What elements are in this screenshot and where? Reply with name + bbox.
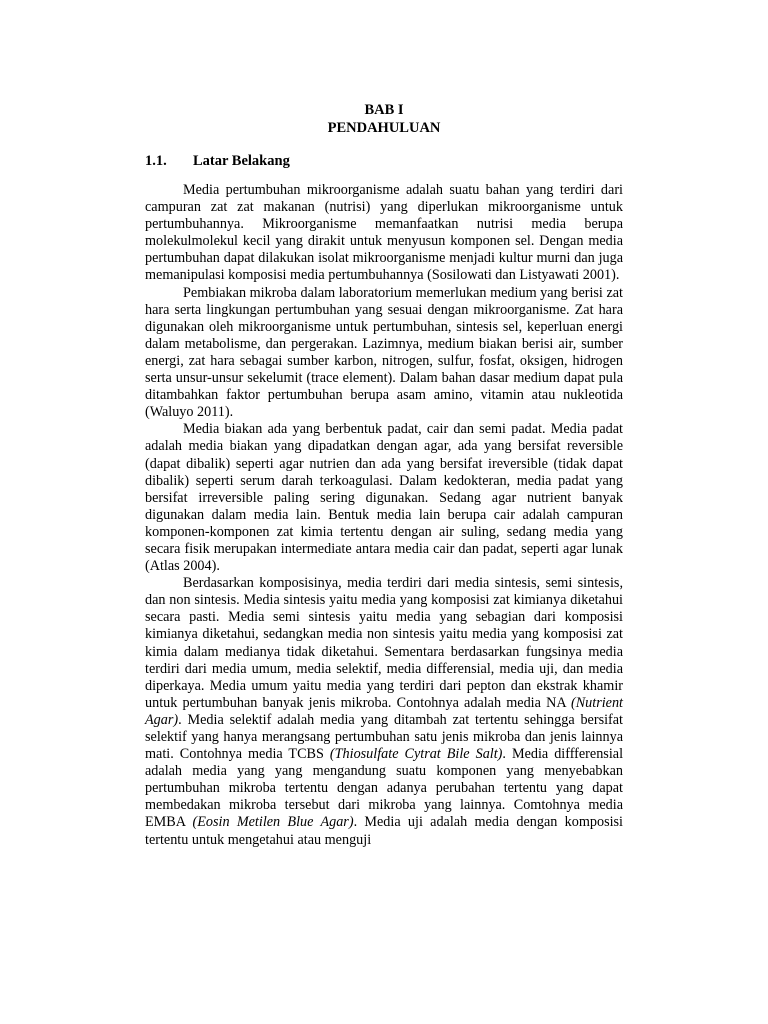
- text-run: . Media uji adalah media dengan komposisi tertentu untuk mengetahui atau menguji: [145, 814, 624, 848]
- paragraph: Pembiakan mikroba dalam laboratorium memerlukan medium yang berisi zat hara serta lingkungan pertumbuhan yang sesuai dengan mikroorganisme. Zat hara digunakan oleh mikroorganisme untuk pertumbuhan, sintesis sel, keperluan energi dalam metabolisme, dan pergerakan. Lazimnya, medium biakan berisi air, sumber energi, zat hara sebagai sumber karbon, nitrogen, sulfur, fosfat, oksigen, hidrogen serta unsur-unsur sekelumit (trace element). Dalam bahan dasar medium dapat pula ditambahkan faktor pertumbuhan berupa asam amino, vitamin atau nukleotida (Waluyo 2011).: [145, 284, 623, 421]
- text-run: . Media selektif adalah media yang ditambah zat tertentu sehingga bersifat selektif yang hanya merangsang pertumbuhan satu jenis mikroba dan jenis lainnya mati. Contohnya media TCBS: [145, 711, 623, 763]
- paragraph: Media biakan ada yang berbentuk padat, cair dan semi padat. Media padat adalah media biakan yang dipadatkan dengan agar, ada yang bersifat reversible (dapat dibalik) seperti agar nutrien dan ada yang bersifat ireversible (tidak dapat dibalik) seperti serum darah terkoagulasi. Dalam kedokteran, media padat yang bersifat irreversible paling sering digunakan. Sedang agar nutrient banyak digunakan dalam media lain. Bentuk media lain berupa cair adalah campuran komponen-komponen zat kimia tertentu dengan air suling, sedang media yang secara fisik merupakan intermediate antara media cair dan padat, seperti agar lunak (Atlas 2004).: [145, 421, 623, 575]
- chapter-heading: [0, 101, 768, 137]
- italic-term: (Eosin Metilen Blue Agar): [192, 814, 354, 831]
- italic-term: (Thiosulfate Cytrat Bile Salt): [329, 746, 503, 763]
- paragraph: Media pertumbuhan mikroorganisme adalah suatu bahan yang terdiri dari campuran zat zat makanan (nutrisi) yang diperlukan mikroorganisme untuk pertumbuhannya. Mikroorganisme memanfaatkan nutrisi media berupa molekulmolekul kecil yang dirakit untuk menyusun komponen sel. Dengan media pertumbuhan dapat dilakukan isolat mikroorganisme menjadi kultur murni dan juga memanipulasi komposisi media pertumbuhannya (Sosilowati dan Listyawati 2001).: [145, 182, 623, 284]
- italic-term: (Nutrient Agar): [145, 694, 623, 728]
- section-title: Latar Belakang: [193, 153, 290, 169]
- section-heading: [145, 152, 290, 170]
- chapter-title: PENDAHULUAN: [327, 120, 441, 136]
- text-run: Berdasarkan komposisinya, media terdiri dari media sintesis, semi sintesis, dan non sintesis. Media sintesis yaitu media yang komposisi zat kimianya diketahui secara pasti. Media semi sintesis yaitu media yang sebagian dari komposisi kimianya diketahui, sedangkan media non sintesis yaitu media yang komposisi zat kimia dalam medianya tidak diketahui. Sementara berdasarkan fungsinya media terdiri dari media umum, media selektif, media differensial, media uji, dan media diperkaya. Media umum yaitu media yang terdiri dari pepton dan ekstrak khamir untuk pertumbuhan banyak jenis mikroba. Contohnya adalah media NA: [145, 575, 623, 711]
- chapter-number: BAB I: [364, 102, 404, 118]
- paragraph: [145, 575, 623, 849]
- body-text: [145, 182, 623, 849]
- section-number: 1.1.: [145, 153, 167, 169]
- text-run: . Media diffferensial adalah media yang yang mengandung suatu komponen yang menyebabkan pertumbuhan mikroba tertentu dengan adanya perubahan tertentu yang dapat membedakan mikroba tersebut dari mikroba yang lainnya. Comtohnya media EMBA: [145, 746, 624, 831]
